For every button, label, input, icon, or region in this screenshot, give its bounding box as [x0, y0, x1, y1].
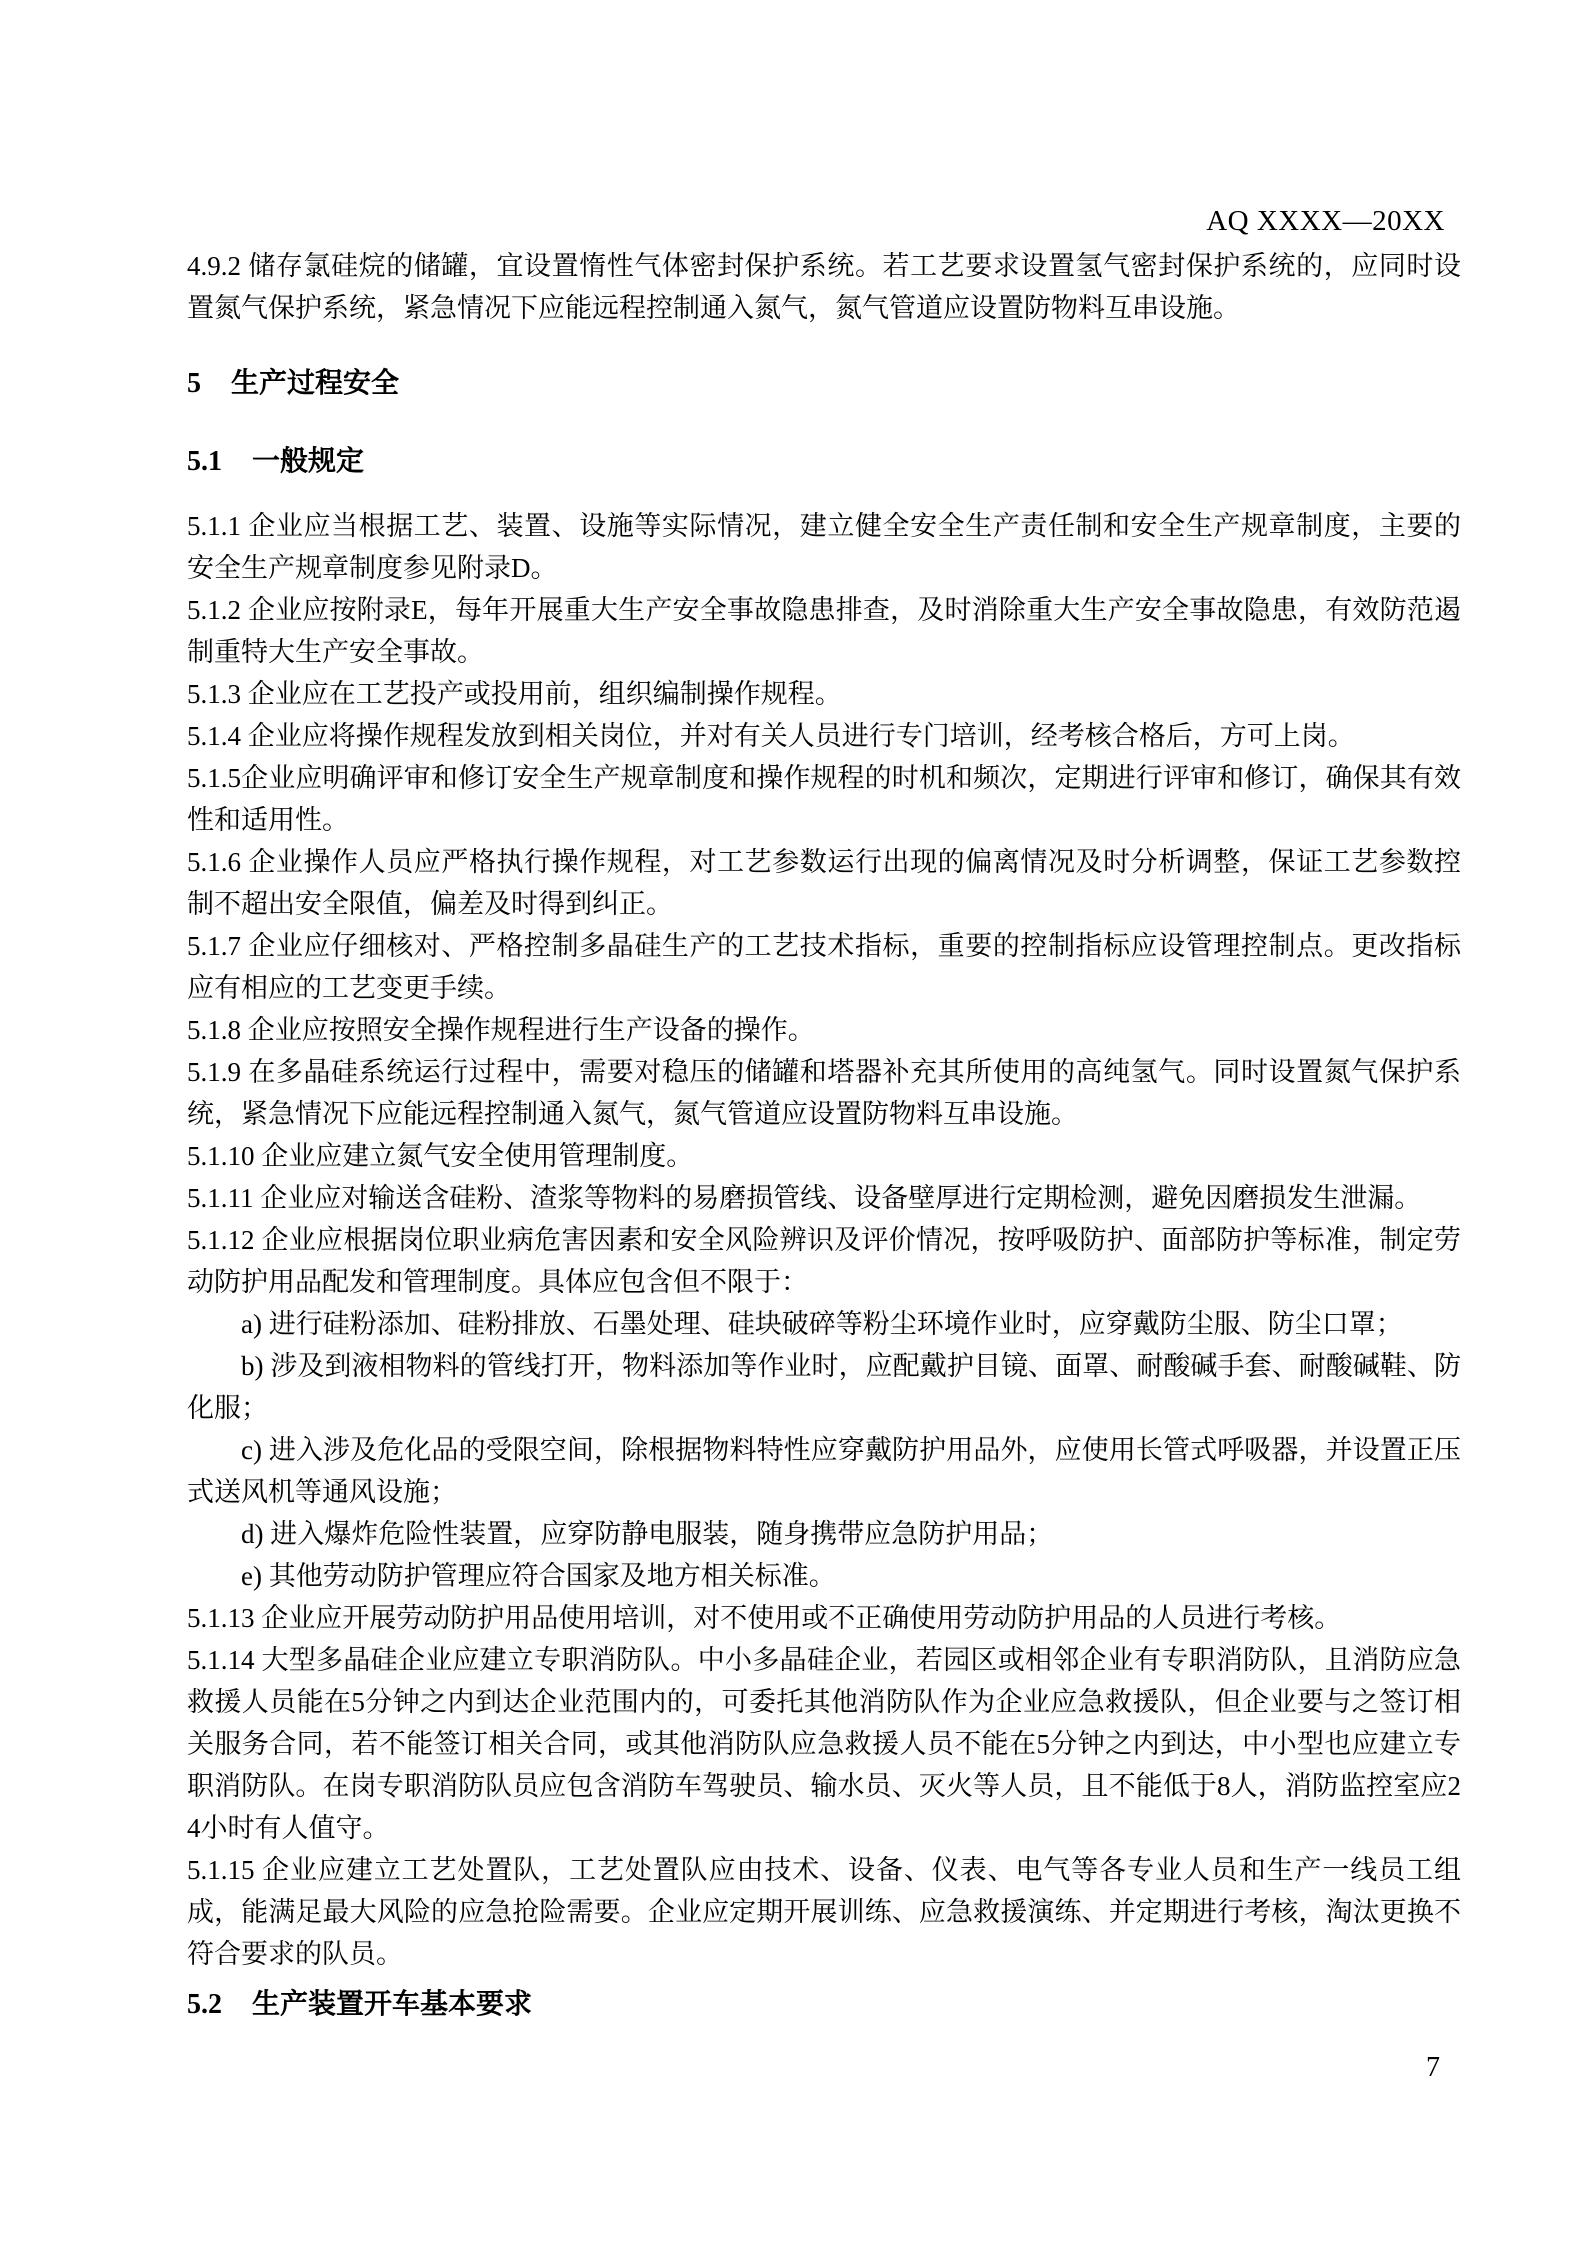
ppe-list-item-a: a) 进行硅粉添加、硅粉排放、石墨处理、硅块破碎等粉尘环境作业时，应穿戴防尘服、防尘口罩； — [241, 1309, 1403, 1339]
doc-code-header: AQ XXXX—20XX — [1206, 205, 1445, 237]
clause-5-1-13: 5.1.13 企业应开展劳动防护用品使用培训，对不使用或不正确使用劳动防护用品的人员进行考核。 — [187, 1603, 1342, 1633]
ppe-list-item-d: d) 进入爆炸危险性装置，应穿防静电服装，随身携带应急防护用品； — [241, 1519, 1054, 1549]
clause-5-1-14: 5.1.14 大型多晶硅企业应建立专职消防队。中小多晶硅企业，若园区或相邻企业有专职消防队，且消防应急救援人员能在5分钟之内到达企业范围内的，可委托其他消防队作为企业应急救援队，但企业要与之签订相关服务合同，若不能签订相关合同，或其他消防队应急救援人员不能在5分钟之内到达，中小型也应建立专职消防队。在岗专职消防队员应包含消防车驾驶员、输水员、灭火等人员，且不能低于8人，消防监控室应24小时有人值守。 — [187, 1645, 1461, 1843]
clause-5-1-6: 5.1.6 企业操作人员应严格执行操作规程，对工艺参数运行出现的偏离情况及时分析调整，保证工艺参数控制不超出安全限值，偏差及时得到纠正。 — [187, 847, 1461, 919]
clause-4-9-2: 4.9.2 储存氯硅烷的储罐，宜设置惰性气体密封保护系统。若工艺要求设置氢气密封保护系统的，应同时设置氮气保护系统，紧急情况下应能远程控制通入氮气，氮气管道应设置防物料互串设施。 — [187, 251, 1461, 323]
clause-5-1-1: 5.1.1 企业应当根据工艺、装置、设施等实际情况，建立健全安全生产责任制和安全生产规章制度，主要的安全生产规章制度参见附录D。 — [187, 511, 1461, 583]
clause-5-1-4: 5.1.4 企业应将操作规程发放到相关岗位，并对有关人员进行专门培训，经考核合格后，方可上岗。 — [187, 721, 1355, 751]
clause-5-1-12: 5.1.12 企业应根据岗位职业病危害因素和安全风险辨识及评价情况，按呼吸防护、面部防护等标准，制定劳动防护用品配发和管理制度。具体应包含但不限于： — [187, 1225, 1461, 1297]
clause-5-1-15: 5.1.15 企业应建立工艺处置队，工艺处置队应由技术、设备、仪表、电气等各专业人员和生产一线员工组成，能满足最大风险的应急抢险需要。企业应定期开展训练、应急救援演练、并定期进行考核，淘汰更换不符合要求的队员。 — [187, 1855, 1461, 1969]
section-5-1-number: 5.1 — [187, 446, 222, 477]
section-5-2-title: 生产装置开车基本要求 — [252, 1989, 533, 2020]
page-number: 7 — [1426, 2052, 1440, 2083]
clause-5-1-3: 5.1.3 企业应在工艺投产或投用前，组织编制操作规程。 — [187, 679, 842, 709]
clause-5-1-10: 5.1.10 企业应建立氮气安全使用管理制度。 — [187, 1141, 694, 1171]
section-5-heading — [187, 363, 1461, 405]
page-content — [187, 245, 1461, 2026]
clause-5-1-9: 5.1.9 在多晶硅系统运行过程中，需要对稳压的储罐和塔器补充其所使用的高纯氢气。同时设置氮气保护系统，紧急情况下应能远程控制通入氮气，氮气管道应设置防物料互串设施。 — [187, 1057, 1461, 1129]
clause-5-1-8: 5.1.8 企业应按照安全操作规程进行生产设备的操作。 — [187, 1015, 815, 1045]
clause-5-1-2: 5.1.2 企业应按附录E，每年开展重大生产安全事故隐患排查，及时消除重大生产安全事故隐患，有效防范遏制重特大生产安全事故。 — [187, 595, 1461, 667]
ppe-list-item-b: b) 涉及到液相物料的管线打开，物料添加等作业时，应配戴护目镜、面罩、耐酸碱手套、耐酸碱鞋、防化服； — [187, 1351, 1461, 1423]
section-5-2-number: 5.2 — [187, 1989, 222, 2020]
section-5-title: 生产过程安全 — [231, 368, 400, 399]
section-5-2-heading — [187, 1984, 1461, 2026]
clause-5-1-7: 5.1.7 企业应仔细核对、严格控制多晶硅生产的工艺技术指标，重要的控制指标应设管理控制点。更改指标应有相应的工艺变更手续。 — [187, 931, 1461, 1003]
section-5-number: 5 — [187, 368, 201, 399]
ppe-list-item-c: c) 进入涉及危化品的受限空间，除根据物料特性应穿戴防护用品外，应使用长管式呼吸器，并设置正压式送风机等通风设施； — [187, 1435, 1461, 1507]
clause-5-1-11: 5.1.11 企业应对输送含硅粉、渣浆等物料的易磨损管线、设备壁厚进行定期检测，避免因磨损发生泄漏。 — [187, 1183, 1422, 1213]
clause-5-1-5: 5.1.5企业应明确评审和修订安全生产规章制度和操作规程的时机和频次，定期进行评审和修订，确保其有效性和适用性。 — [187, 763, 1461, 835]
section-5-1-heading — [187, 441, 1461, 483]
ppe-list-item-e: e) 其他劳动防护管理应符合国家及地方相关标准。 — [241, 1561, 836, 1591]
section-5-1-title: 一般规定 — [252, 446, 365, 477]
